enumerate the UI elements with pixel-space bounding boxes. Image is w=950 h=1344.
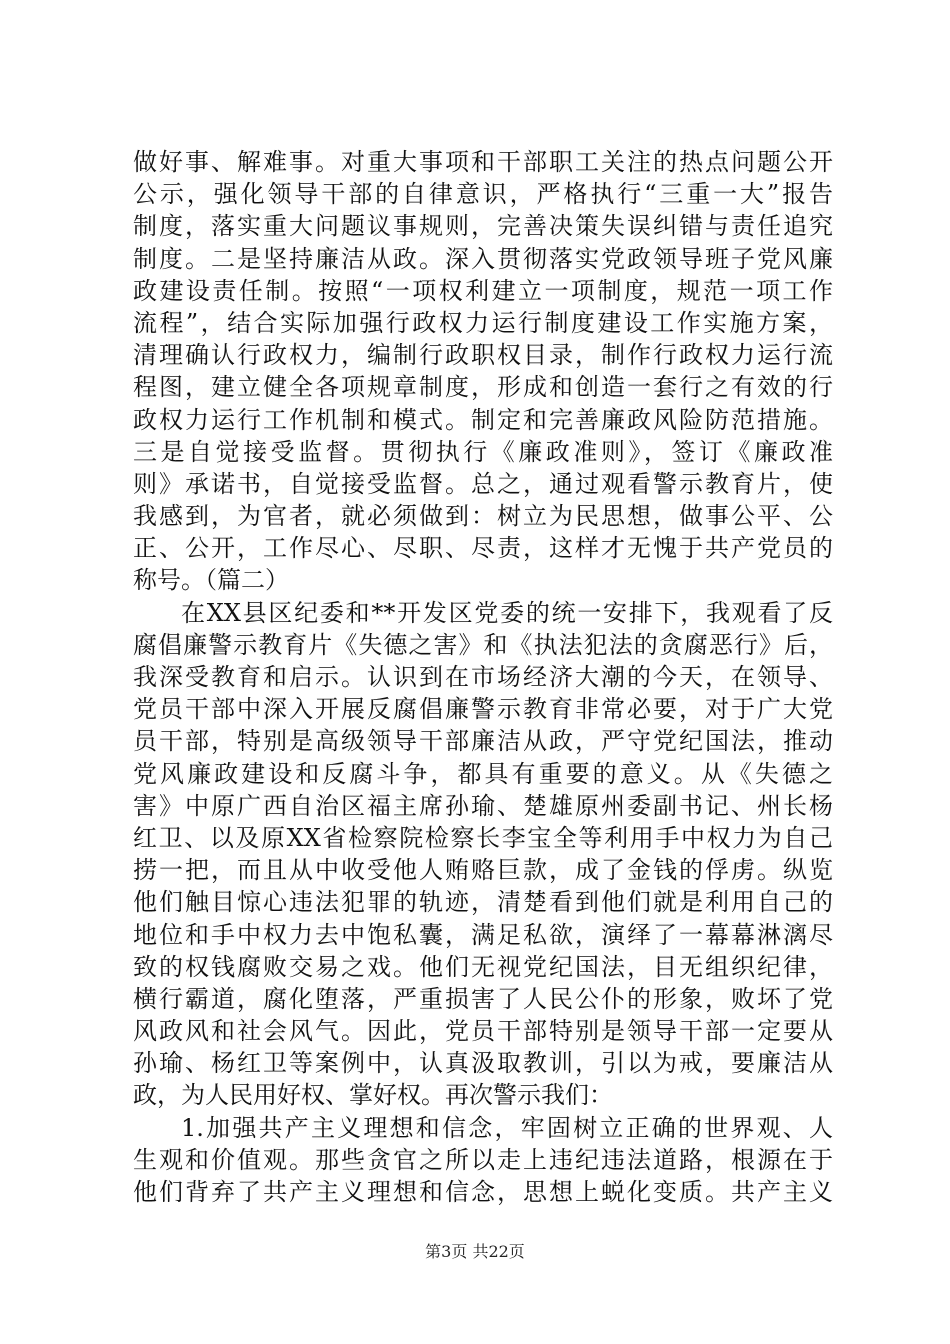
paragraph-first-line: 在XX县区纪委和**开发区党委的统一安排下，我观看了反: [181, 598, 833, 627]
text-line: 孙瑜、杨红卫等案例中，认真汲取教训，引以为戒，要廉洁从: [133, 1049, 833, 1078]
document-body: [133, 146, 833, 1208]
text-line: 程图，建立健全各项规章制度，形成和创造一套行之有效的行: [133, 373, 833, 402]
text-line: 做好事、解难事。对重大事项和干部职工关注的热点问题公开: [133, 148, 833, 176]
text-line: 流程”，结合实际加强行政权力运行制度建设工作实施方案，: [133, 308, 833, 337]
text-line: 他们背弃了共产主义理想和信念，思想上蜕化变质。共产主义: [133, 1178, 833, 1206]
text-line: 他们触目惊心违法犯罪的轨迹，清楚看到他们就是利用自己的: [133, 888, 833, 917]
text-line: 政，为人民用好权、掌好权。再次警示我们：: [133, 1081, 613, 1110]
text-line: 致的权钱腐败交易之戏。他们无视党纪国法，目无组织纪律，: [133, 952, 833, 981]
text-line: 清理确认行政权力，编制行政职权目录，制作行政权力运行流: [133, 341, 833, 370]
text-line: 我感到，为官者，就必须做到：树立为民思想，做事公平、公: [133, 502, 833, 531]
text-line: 制度，落实重大问题议事规则，完善决策失误纠错与责任追究: [133, 212, 833, 241]
text-line: 我深受教育和启示。认识到在市场经济大潮的今天，在领导、: [133, 663, 833, 691]
text-line: 正、公开，工作尽心、尽职、尽责，这样才无愧于共产党员的: [133, 534, 833, 563]
text-line: 称号。（篇二）: [133, 566, 289, 595]
text-line: 红卫、以及原XX省检察院检察长李宝全等利用手中权力为自己: [133, 823, 833, 852]
text-line: 政权力运行工作机制和模式。制定和完善廉政风险防范措施。: [133, 405, 833, 434]
text-line: 则》承诺书，自觉接受监督。总之，通过观看警示教育片，使: [133, 469, 833, 498]
text-line: 公示，强化领导干部的自律意识，严格执行“三重一大”报告: [133, 180, 833, 209]
text-line: 风政风和社会风气。因此，党员干部特别是领导干部一定要从: [133, 1017, 833, 1046]
text-line: 害》中原广西自治区福主席孙瑜、楚雄原州委副书记、州长杨: [133, 791, 833, 820]
text-line: 政建设责任制。按照“一项权利建立一项制度，规范一项工作: [133, 276, 833, 305]
text-line: 腐倡廉警示教育片《失德之害》和《执法犯法的贪腐恶行》后，: [133, 630, 833, 659]
paragraph-first-line: 1.加强共产主义理想和信念，牢固树立正确的世界观、人: [181, 1113, 833, 1142]
page-number-footer: 第3页 共22页: [425, 1242, 525, 1261]
text-line: 横行霸道，腐化堕落，严重损害了人民公仆的形象，败坏了党: [133, 984, 833, 1013]
text-line: 生观和价值观。那些贪官之所以走上违纪违法道路，根源在于: [133, 1145, 833, 1174]
text-line: 党风廉政建设和反腐斗争，都具有重要的意义。从《失德之: [133, 759, 833, 788]
text-line: 地位和手中权力去中饱私囊，满足私欲，演绎了一幕幕淋漓尽: [133, 920, 833, 949]
text-line: 党员干部中深入开展反腐倡廉警示教育非常必要，对于广大党: [133, 695, 833, 724]
text-line: 制度。二是坚持廉洁从政。深入贯彻落实党政领导班子党风廉: [133, 244, 833, 273]
text-line: 捞一把，而且从中收受他人贿赂巨款，成了金钱的俘虏。纵览: [133, 856, 833, 885]
text-line: 三是自觉接受监督。贯彻执行《廉政准则》，签订《廉政准: [133, 437, 833, 466]
text-line: 员干部，特别是高级领导干部廉洁从政，严守党纪国法，推动: [133, 727, 833, 756]
